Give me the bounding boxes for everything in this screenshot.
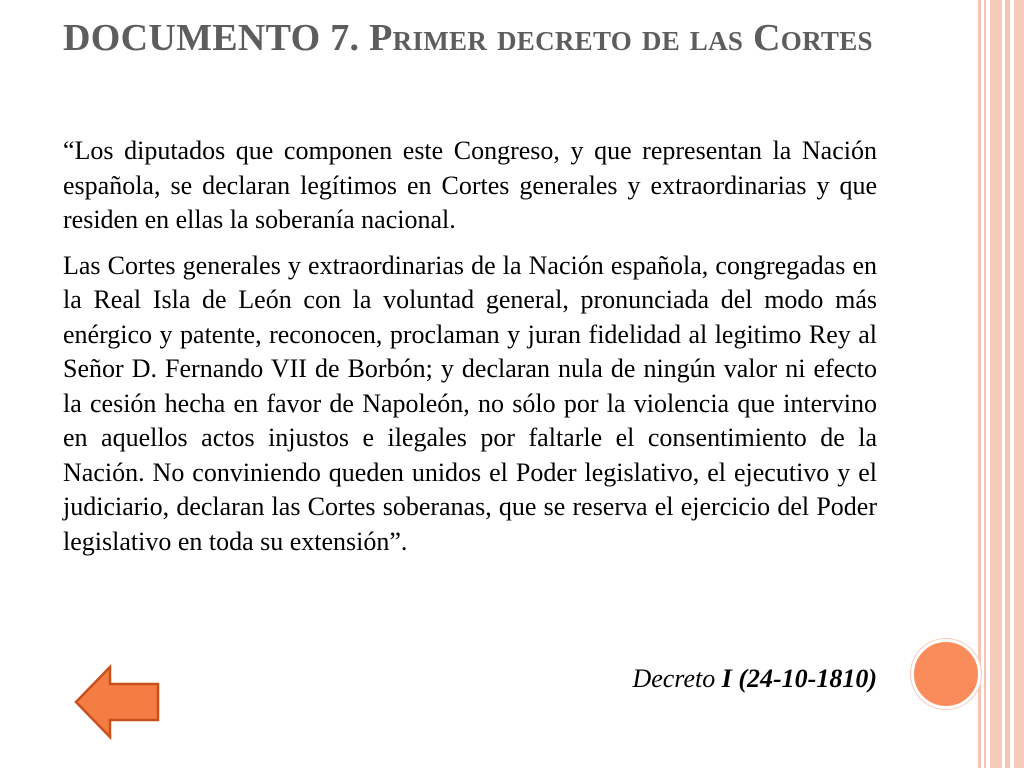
left-arrow-icon (74, 664, 160, 740)
page-title: DOCUMENTO 7. Primer decreto de las Cortes (63, 17, 873, 59)
citation (632, 662, 877, 696)
back-button[interactable] (74, 664, 160, 740)
decor-circle (911, 639, 981, 709)
decor-stripe (984, 0, 986, 768)
citation-prefix: Decreto (632, 664, 722, 693)
decor-stripe (978, 0, 981, 768)
citation-reference: I (24-10-1810) (721, 664, 877, 693)
decor-stripe (1014, 0, 1024, 768)
decor-stripe (1005, 0, 1010, 768)
document-body (63, 134, 877, 559)
paragraph-2: Las Cortes generales y extraordinarias de la Nación española, congregadas en la Real Isla de León con la voluntad general, pronunciada del modo más enérgico y patente, reconocen, proclaman y juran fidelidad al legitimo Rey al Señor D. Fernando VII de Borbón; y declaran nula de ningún valor ni efecto la cesión hecha en favor de Napoleón, no sólo por la violencia que intervino en aquellos actos injustos e ilegales por faltarle el consentimiento de la Nación. No conviniendo queden unidos el Poder legislativo, el ejecutivo y el judiciario, declaran las Cortes soberanas, que se reserva el ejercicio del Poder legislativo en toda su extensión”. (63, 250, 877, 556)
decor-stripe (990, 0, 1002, 768)
paragraph-1: “Los diputados que componen este Congreso, y que representan la Nación española, se declaran legítimos en Cortes generales y extraordinarias y que residen en ellas la soberanía nacional. (63, 136, 877, 234)
